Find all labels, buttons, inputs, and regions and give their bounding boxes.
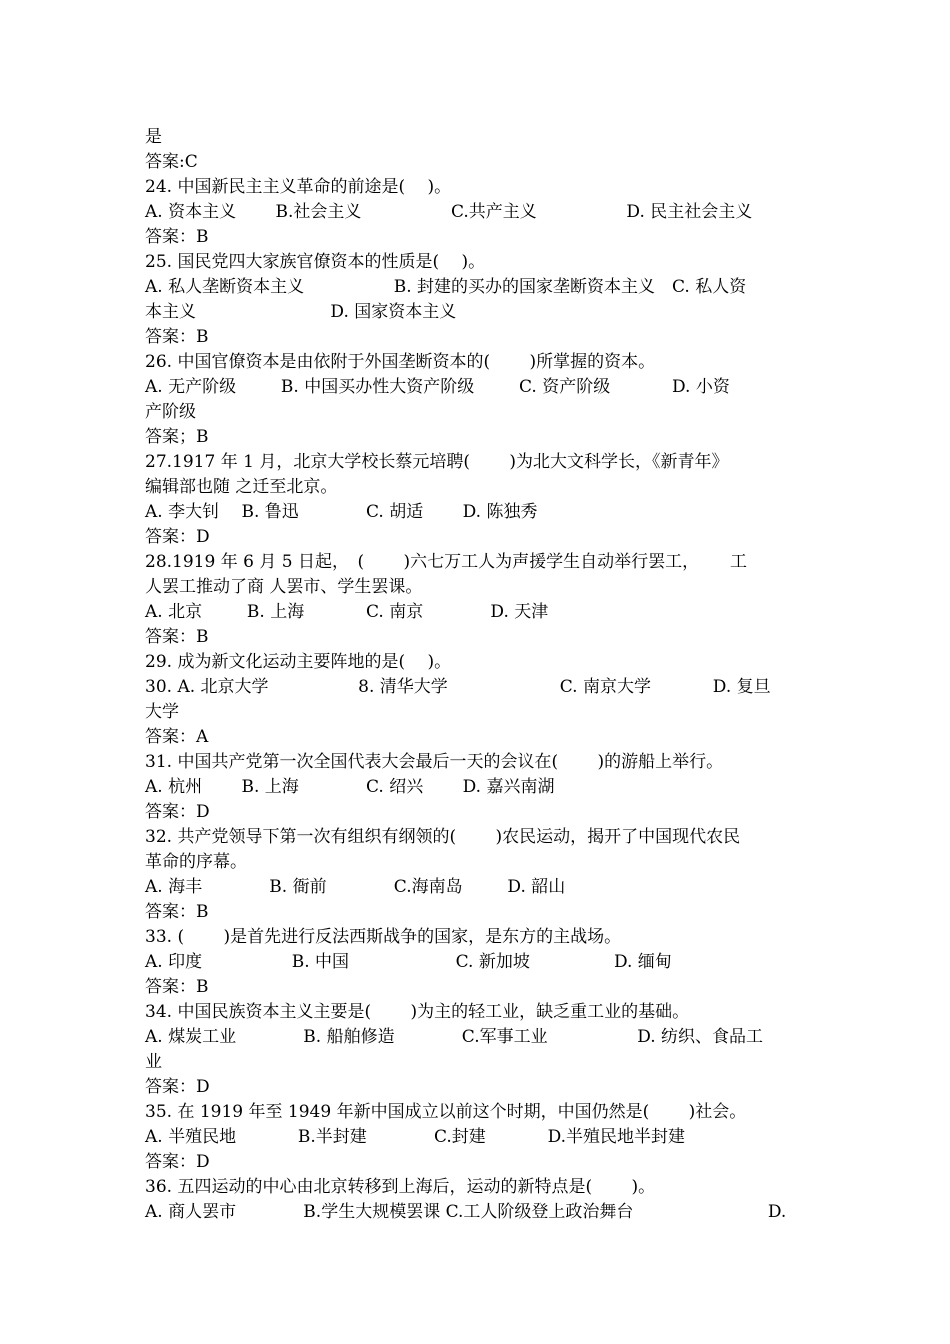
- answer-31: 答案：D: [145, 802, 210, 822]
- options-35: A. 半殖民地 B.半封建 C.封建 D.半殖民地半封建: [145, 1127, 686, 1147]
- answer-28: 答案：B: [145, 627, 209, 647]
- options-25-cont: 本主义 D. 国家资本主义: [145, 302, 457, 322]
- text-line: 是: [145, 127, 162, 147]
- question-36: 36. 五四运动的中心由北京转移到上海后，运动的新特点是( )。: [145, 1177, 656, 1197]
- options-25: A. 私人垄断资本主义 B. 封建的买办的国家垄断资本主义 C. 私人资: [145, 277, 747, 297]
- question-34: 34. 中国民族资本主义主要是( )为主的轻工业，缺乏重工业的基础。: [145, 1002, 690, 1022]
- question-32-cont: 革命的序幕。: [145, 852, 247, 872]
- options-24: A. 资本主义 B.社会主义 C.共产主义 D. 民主社会主义: [145, 202, 753, 222]
- options-36: A. 商人罢市 B.学生大规模罢课 C.工人阶级登上政治舞台 D.: [145, 1202, 787, 1222]
- options-34: A. 煤炭工业 B. 船舶修造 C.军事工业 D. 纺织、食品工: [145, 1027, 764, 1047]
- answer-24: 答案：B: [145, 227, 209, 247]
- answer-35: 答案：D: [145, 1152, 210, 1172]
- options-28: A. 北京 B. 上海 C. 南京 D. 天津: [145, 602, 549, 622]
- options-26: A. 无产阶级 B. 中国买办性大资产阶级 C. 资产阶级 D. 小资: [145, 377, 730, 397]
- question-35: 35. 在 1919 年至 1949 年新中国成立以前这个时期，中国仍然是( )社会。: [145, 1102, 747, 1122]
- question-32: 32. 共产党领导下第一次有组织有纲领的( )农民运动，揭开了中国现代农民: [145, 827, 741, 847]
- options-32: A. 海丰 B. 衙前 C.海南岛 D. 韶山: [145, 877, 566, 897]
- options-31: A. 杭州 B. 上海 C. 绍兴 D. 嘉兴南湖: [145, 777, 555, 797]
- question-28-cont: 人罢工推动了商 人罢市、学生罢课。: [145, 577, 423, 597]
- question-28: 28.1919 年 6 月 5 日起， ( )六七万工人为声援学生自动举行罢工， 工: [145, 552, 748, 572]
- answer-27: 答案：D: [145, 527, 210, 547]
- question-29: 29. 成为新文化运动主要阵地的是( )。: [145, 652, 452, 672]
- question-31: 31. 中国共产党第一次全国代表大会最后一天的会议在( )的游船上举行。: [145, 752, 724, 772]
- question-25: 25. 国民党四大家族官僚资本的性质是( )。: [145, 252, 486, 272]
- answer-33: 答案：B: [145, 977, 209, 997]
- answer-line: 答案:C: [145, 152, 198, 172]
- answer-29: 答案：A: [145, 727, 209, 747]
- question-24: 24. 中国新民主主义革命的前途是( )。: [145, 177, 452, 197]
- answer-32: 答案：B: [145, 902, 209, 922]
- options-26-cont: 产阶级: [145, 402, 196, 422]
- options-27: A. 李大钊 B. 鲁迅 C. 胡适 D. 陈独秀: [145, 502, 538, 522]
- question-33: 33. ( )是首先进行反法西斯战争的国家，是东方的主战场。: [145, 927, 622, 947]
- answer-25: 答案：B: [145, 327, 209, 347]
- answer-26: 答案；B: [145, 427, 209, 447]
- question-27-cont: 编辑部也随 之迁至北京。: [145, 477, 338, 497]
- options-34-cont: 业: [145, 1052, 162, 1072]
- question-26: 26. 中国官僚资本是由依附于外国垄断资本的( )所掌握的资本。: [145, 352, 656, 372]
- question-27: 27.1917 年 1 月，北京大学校长蔡元培聘( )为北大文科学长，《新青年》: [145, 452, 729, 472]
- options-29: 30. A. 北京大学 8. 清华大学 C. 南京大学 D. 复旦: [145, 677, 771, 697]
- options-29-cont: 大学: [145, 702, 179, 722]
- options-33: A. 印度 B. 中国 C. 新加坡 D. 缅甸: [145, 952, 672, 972]
- answer-34: 答案：D: [145, 1077, 210, 1097]
